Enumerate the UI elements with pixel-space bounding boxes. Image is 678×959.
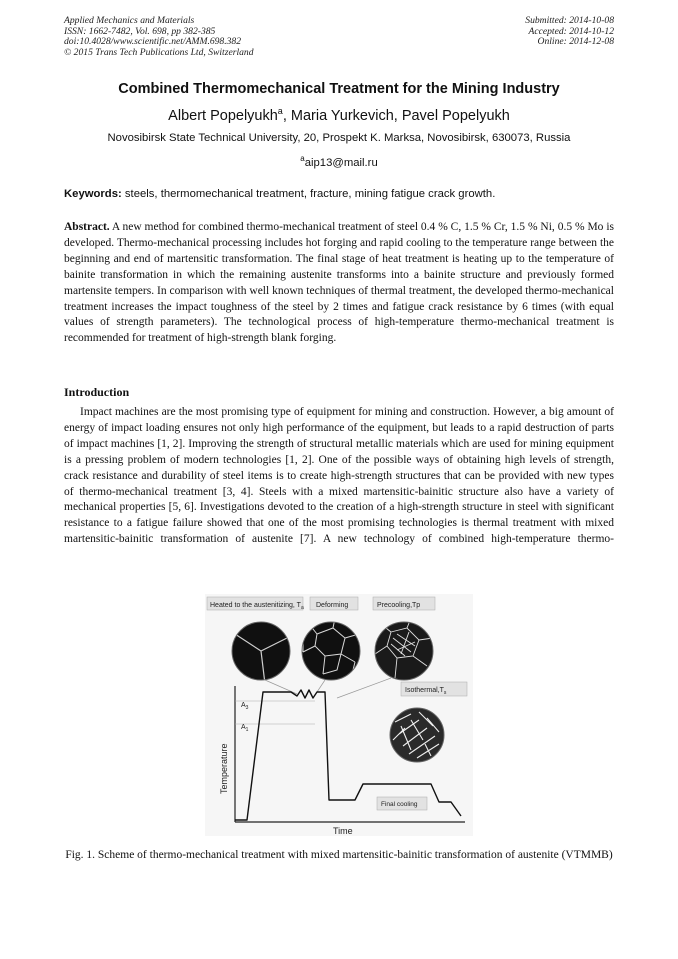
journal-issn: ISSN: 1662-7482, Vol. 698, pp 382-385	[64, 25, 216, 37]
label-precooling: Precooling,Tp	[377, 602, 421, 609]
figure-1	[205, 594, 473, 836]
paper-title: Combined Thermomechanical Treatment for the Mining Industry	[118, 81, 560, 97]
author-list	[40, 102, 638, 125]
author-first: Albert Popelyukh	[168, 107, 278, 124]
label-a3: $A_3$	[241, 702, 249, 711]
abstract	[64, 220, 614, 347]
abstract-text: A new method for combined thermo-mechanical treatment of steel 0.4 % C, 1.5 % Cr, 1.5 % Ni, 0.5 % Mo is developed. Thermo-mechanical processing includes hot forging and rapid cooling to the temperature range between the beginning and end of martensitic transformation. The final stage of heat treatment is heating up to the temperature of bainite transformation in which the remaining austenite transforms into a bainite structure and previously formed martensite tempers. In comparison with well known techniques of thermal treatment, the developed thermo-mechanical treatment increases the impact toughness of the steel by 2 times and fatigue crack resistance by 6 times (with equal values of strength parameters). The technological process of high-temperature thermo-mechanical treatment is recommended for treatment of high-strength blank forging.	[64, 221, 614, 345]
figure-caption: Fig. 1. Scheme of thermo-mechanical treatment with mixed martensitic-bainitic transformation of austenite (VTMMB)	[65, 849, 613, 861]
label-deforming: Deforming	[316, 602, 349, 609]
journal-header	[64, 16, 254, 58]
thermomechanical-scheme-diagram	[205, 594, 473, 836]
introduction-paragraph: Impact machines are the most promising type of equipment for mining and construction. However, a big amount of energy of impact loading ensures not only high performance of the equipment, but leads to a rapid destruction of parts of impact machines [1, 2]. Improving the strength of structural metallic materials which are used for mining equipment is a pressing problem of modern technologies [1, 2]. One of the possible ways of obtaining high levels of strength, crack resistance and durability of steel items is to create high-strength structures that can be provided with new types of thermo-mechanical treatment [3, 4]. Steels with a mixed martensitic-bainitic structure also have a variety of mechanical properties [5, 6]. Investigations devoted to the creation of a high-strength structure in steel with significant resistance to a fatigue failure showed that one of the most promising technologies is thermal treatment with mixed martensitic-bainitic transformation of austenite [7]. A new technology of combined high-temperature thermo-	[64, 406, 614, 546]
email-sup: a	[300, 154, 305, 163]
axis-label-time: Time	[333, 826, 353, 836]
keywords	[64, 187, 616, 201]
journal-copyright: © 2015 Trans Tech Publications Ltd, Switzerland	[64, 46, 254, 58]
label-isothermal: $Isothermal,T_s$	[405, 687, 447, 696]
label-a1: $A_1$	[241, 724, 249, 733]
author-first-sup: a	[277, 106, 283, 116]
email-address: aip13@mail.ru	[304, 156, 378, 169]
date-submitted: Submitted: 2014-10-08	[525, 15, 614, 26]
micrograph-bainite	[390, 708, 444, 762]
journal-doi: doi:10.4028/www.scientific.net/AMM.698.382	[64, 36, 242, 48]
keywords-text: steels, thermomechanical treatment, fracture, mining fatigue crack growth.	[121, 188, 496, 200]
label-heated: Heated to the austenitizing, $T_a$	[210, 602, 304, 611]
section-heading-introduction: Introduction	[64, 385, 130, 399]
author-rest: , Maria Yurkevich, Pavel Popelyukh	[282, 107, 510, 124]
date-online: Online: 2014-12-08	[537, 36, 614, 48]
affiliation: Novosibirsk State Technical University, 20, Prospekt K. Marksa, Novosibirsk, 630073, Russia	[107, 132, 571, 144]
date-accepted: Accepted: 2014-10-12	[528, 25, 614, 37]
author-email	[40, 152, 638, 170]
label-final-cooling: Final cooling	[381, 801, 418, 808]
keywords-label: Keywords:	[64, 188, 122, 200]
axis-label-temperature: Temperature	[219, 743, 229, 794]
dates-header	[525, 16, 614, 48]
abstract-label: Abstract.	[64, 221, 110, 233]
journal-name: Applied Mechanics and Materials	[64, 15, 195, 26]
